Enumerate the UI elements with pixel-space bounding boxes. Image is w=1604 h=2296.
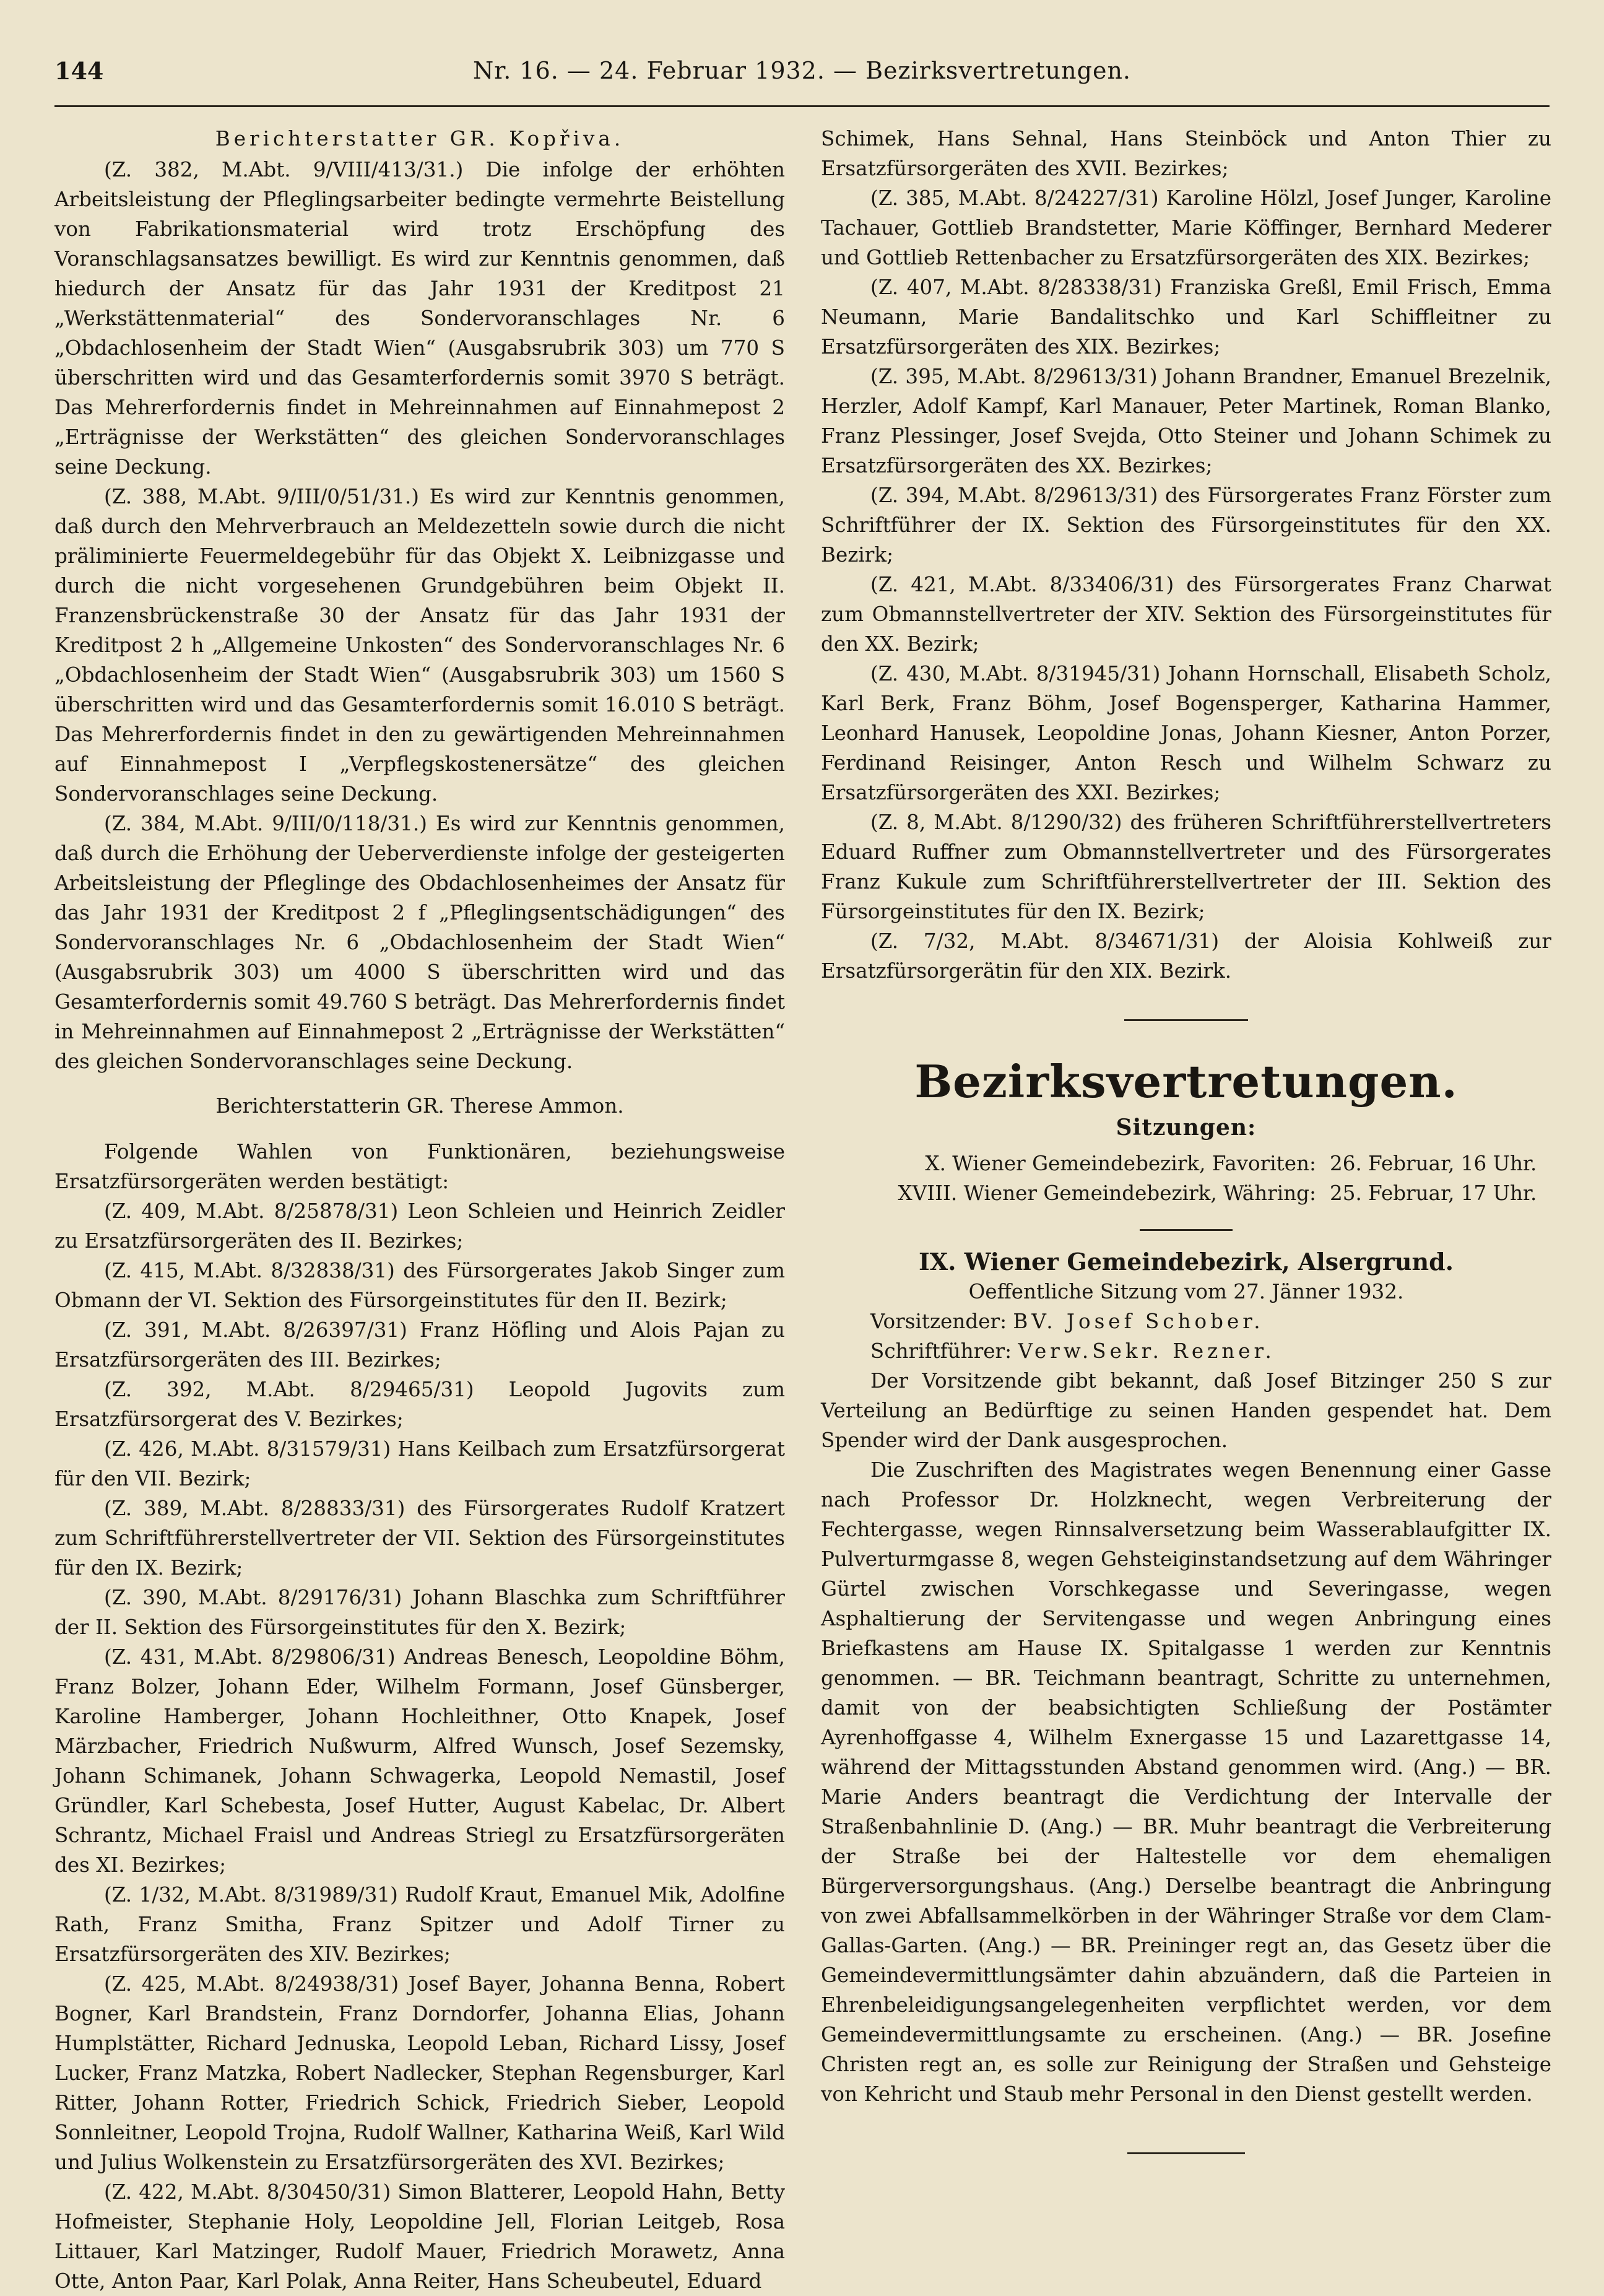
secretary-label: Schriftführer: xyxy=(870,1339,1012,1363)
chair-line xyxy=(821,1307,1551,1336)
paragraph: (Z. 388, M.Abt. 9/III/0/51/31.) Es wird zur Kenntnis genommen, daß durch den Mehrverbrauch an Meldezetteln sowie durch die nicht präliminierte Feuermeldegebühr für das Objekt X. Leibnizgasse und durch die nicht vorgesehenen Grundgebühren beim Objekt II. Franzensbrückenstraße 30 der Ansatz für das Jahr 1931 der Kreditpost 2 h „Allgemeine Unkosten“ des Sondervoranschlages Nr. 6 „Obdachlosenheim der Stadt Wien“ (Ausgabsrubrik 303) um 1560 S überschritten wird und das Gesamterfordernis somit 16.010 S beträgt. Das Mehrerfordernis findet in den zu gewärtigenden Mehreinnahmen auf Einnahmepost I „Verpflegskostenersätze“ des gleichen Sondervoranschlages seine Deckung. xyxy=(54,485,785,806)
page-header xyxy=(54,57,1550,94)
list-item: (Z. 431, M.Abt. 8/29806/31) Andreas Benesch, Leopoldine Böhm, Franz Bolzer, Johann Eder, Wilhelm Formann, Josef Günsberger, Karoline Hamberger, Johann Hochleithner, Otto Knapek, Josef Märzbacher, Friedrich Nußwurm, Alfred Wunsch, Josef Sezemsky, Johann Schimanek, Johann Schwagerka, Leopold Nemastil, Josef Gründler, Karl Schebesta, Josef Hutter, August Kabelac, Dr. Albert Schrantz, Michael Fraisl und Andreas Striegl zu Ersatzfürsorgeräten des XI. Bezirkes; xyxy=(54,1645,785,1877)
session-row xyxy=(821,1149,1551,1178)
session-row xyxy=(821,1178,1551,1208)
list-item: (Z. 394, M.Abt. 8/29613/31) des Fürsorgerates Franz Förster zum Schriftführer der IX. Sektion des Fürsorgeinstitutes für den XX. Bezirk; xyxy=(821,484,1551,567)
list-item: (Z. 409, M.Abt. 8/25878/31) Leon Schleien und Heinrich Zeidler zu Ersatzfürsorgeräten des II. Bezirkes; xyxy=(54,1199,785,1253)
session-district: XVIII. Wiener Gemeindebezirk, Währing: xyxy=(898,1181,1316,1205)
list-item: (Z. 421, M.Abt. 8/33406/31) des Fürsorgerates Franz Charwat zum Obmannstellvertreter der XIV. Sektion des Fürsorgeinstitutes für den XX. Bezirk; xyxy=(821,573,1551,656)
section-title: Bezirksvertretungen. xyxy=(914,1055,1458,1108)
list-item: (Z. 389, M.Abt. 8/28833/31) des Fürsorgerates Rudolf Kratzert zum Schriftführerstellvertreter der VII. Sektion des Fürsorgeinstitutes für den IX. Bezirk; xyxy=(54,1497,785,1580)
spacer xyxy=(54,1076,785,1091)
paragraph: (Z. 382, M.Abt. 9/VIII/413/31.) Die infolge der erhöhten Arbeitsleistung der Pfleglingsarbeiter bedingte vermehrte Beistellung von Fabrikationsmaterial wird trotz Erschöpfung des Voranschlagsansatzes bewilligt. Es wird zur Kenntnis genommen, daß hiedurch der Ansatz für das Jahr 1931 der Kreditpost 21 „Werkstättenmaterial“ des Sondervoranschlages Nr. 6 „Obdachlosenheim der Stadt Wien“ (Ausgabsrubrik 303) um 770 S überschritten wird und das Gesamterfordernis somit 3970 S beträgt. Das Mehrerfordernis findet in Mehreinnahmen auf Einnahmepost 2 „Erträgnisse der Werkstätten“ des gleichen Sondervoranschlages seine Deckung. xyxy=(54,158,785,479)
spacer xyxy=(821,986,1551,1019)
spacer xyxy=(821,1021,1551,1051)
sessions-title: Sitzungen: xyxy=(1116,1115,1257,1141)
right-column xyxy=(821,124,1551,2154)
list-item: (Z. 1/32, M.Abt. 8/31989/31) Rudolf Kraut, Emanuel Mik, Adolfine Rath, Franz Smitha, Franz Spitzer und Adolf Tirner zu Ersatzfürsorgeräten des XIV. Bezirkes; xyxy=(54,1883,785,1966)
list-item: (Z. 426, M.Abt. 8/31579/31) Hans Keilbach zum Ersatzfürsorgerat für den VII. Bezirk; xyxy=(54,1437,785,1490)
reporter-heading-2: Berichterstatterin GR. Therese Ammon. xyxy=(215,1094,624,1118)
list-item: (Z. 385, M.Abt. 8/24227/31) Karoline Hölzl, Josef Junger, Karoline Tachauer, Gottlieb Brandstetter, Marie Köffinger, Bernhard Mederer und Gottlieb Rettenbacher zu Ersatzfürsorgeräten des XIX. Bezirkes; xyxy=(821,186,1551,269)
chair-name: BV. Josef Schober. xyxy=(1013,1310,1264,1333)
running-title: Nr. 16. — 24. Februar 1932. — Bezirksvertretungen. xyxy=(473,57,1131,84)
list-item: (Z. 390, M.Abt. 8/29176/31) Johann Blaschka zum Schriftführer der II. Sektion des Fürsorgeinstitutes für den X. Bezirk; xyxy=(54,1586,785,1639)
paragraph-continuation: Schimek, Hans Sehnal, Hans Steinböck und Anton Thier zu Ersatzfürsorgeräten des XVII. Bezirkes; xyxy=(821,127,1551,180)
list-item: (Z. 407, M.Abt. 8/28338/31) Franziska Greßl, Emil Frisch, Emma Neumann, Marie Bandalitschko und Karl Schiffleitner zu Ersatzfürsorgeräten des XIX. Bezirkes; xyxy=(821,276,1551,359)
end-divider xyxy=(1127,2152,1245,2154)
spacer xyxy=(54,1122,785,1137)
chair-label: Vorsitzender: xyxy=(870,1310,1007,1333)
paragraph: Die Zuschriften des Magistrates wegen Benennung einer Gasse nach Professor Dr. Holzknecht, wegen Verbreiterung der Fechtergasse, wegen Rinnsalversetzung beim Wasserablaufgitter IX. Pulverturmgasse 8, wegen Gehsteiginstandsetzung auf dem Währinger Gürtel zwischen Vorschkegasse und Severingasse, wegen Asphaltierung der Servitengasse und wegen Anbringung eines Briefkastens am Hause IX. Spitalgasse 1 werden zur Kenntnis genommen. — BR. Teichmann beantragt, Schritte zu unternehmen, damit von der beabsichtigten Schließung der Postämter Ayrenhoffgasse 4, Wilhelm Exnergasse 15 und Lazarettgasse 14, während der Mittagsstunden Abstand genommen wird. (Ang.) — BR. Marie Anders beantragt die Verdichtung der Intervalle der Straßenbahnlinie D. (Ang.) — BR. Muhr beantragt die Verbreiterung der Straße bei der Haltestelle vor dem ehemaligen Bürgerversorgungshaus. (Ang.) Derselbe beantragt die Anbringung von zwei Abfallsammelkörben in der Währinger Straße vor dem Clam-Gallas-Garten. (Ang.) — BR. Preininger regt an, das Gesetz über die Gemeindevermittlungsämter dahin abzuändern, daß die Parteien in Ehrenbeleidigungsangelegenheiten verpflichtet werden, vor dem Gemeindevermittlungsamte zu erscheinen. (Ang.) — BR. Josefine Christen regt an, es solle zur Reinigung der Straßen und Gehsteige von Kehricht und Staub mehr Personal in den Dienst gestellt werden. xyxy=(821,1458,1551,2106)
paragraph: Der Vorsitzende gibt bekannt, daß Josef Bitzinger 250 S zur Verteilung an Bedürftige zu seinen Handen gespendet hat. Dem Spender wird der Dank ausgesprochen. xyxy=(821,1369,1551,1452)
list-item: (Z. 415, M.Abt. 8/32838/31) des Fürsorgerates Jakob Singer zum Obmann der VI. Sektion des Fürsorgeinstitutes für den II. Bezirk; xyxy=(54,1259,785,1312)
list-item: (Z. 422, M.Abt. 8/30450/31) Simon Blatterer, Leopold Hahn, Betty Hofmeister, Stephanie Holy, Leopoldine Jell, Florian Leitgeb, Rosa Littauer, Karl Matzinger, Rudolf Mauer, Friedrich Morawetz, Anna Otte, Anton Paar, Karl Polak, Anna Reiter, Hans Scheubeutel, Eduard xyxy=(54,2180,785,2293)
reporter-heading-1: Berichterstatter GR. Kopřiva. xyxy=(215,127,625,150)
secretary-name: Verw.Sekr. Rezner. xyxy=(1018,1339,1275,1363)
district-title: IX. Wiener Gemeindebezirk, Alsergrund. xyxy=(919,1248,1454,1276)
spacer xyxy=(821,1142,1551,1149)
spacer xyxy=(821,1231,1551,1247)
public-session-date: Oeffentliche Sitzung vom 27. Jänner 1932. xyxy=(968,1280,1404,1303)
list-item: (Z. 395, M.Abt. 8/29613/31) Johann Brandner, Emanuel Brezelnik, Herzler, Adolf Kampf, Karl Manauer, Peter Martinek, Roman Blanko, Franz Plessinger, Josef Svejda, Otto Steiner und Johann Schimek zu Ersatzfürsorgeräten des XX. Bezirkes; xyxy=(821,365,1551,477)
page-number: 144 xyxy=(54,57,104,85)
session-date: 25. Februar, 17 Uhr. xyxy=(1330,1181,1537,1205)
spacer xyxy=(821,2109,1551,2152)
secretary-line xyxy=(821,1336,1551,1366)
session-date: 26. Februar, 16 Uhr. xyxy=(1330,1152,1537,1175)
list-item: (Z. 8, M.Abt. 8/1290/32) des früheren Schriftführerstellvertreters Eduard Ruffner zum Obmannstellvertreter und des Fürsorgerates Franz Kukule zum Schriftführerstellvertreter der III. Sektion des Fürsorgeinstitutes für den IX. Bezirk; xyxy=(821,811,1551,923)
session-district: X. Wiener Gemeindebezirk, Favoriten: xyxy=(925,1152,1316,1175)
left-column xyxy=(54,124,785,2296)
list-item: (Z. 425, M.Abt. 8/24938/31) Josef Bayer, Johanna Benna, Robert Bogner, Karl Brandstein, Franz Dorndorfer, Johanna Elias, Johann Humplstätter, Richard Jednuska, Leopold Leban, Richard Lissy, Josef Lucker, Franz Matzka, Robert Nadlecker, Stephan Regensburger, Karl Ritter, Johann Rotter, Friedrich Schick, Friedrich Sieber, Leopold Sonnleitner, Leopold Trojna, Rudolf Wallner, Katharina Weiß, Karl Wild und Julius Wolkenstein zu Ersatzfürsorgeräten des XVI. Bezirkes; xyxy=(54,1972,785,2174)
spacer xyxy=(821,1208,1551,1229)
list-item: (Z. 7/32, M.Abt. 8/34671/31) der Aloisia Kohlweiß zur Ersatzfürsorgerätin für den XIX. Bezirk. xyxy=(821,929,1551,983)
list-item: (Z. 430, M.Abt. 8/31945/31) Johann Hornschall, Elisabeth Scholz, Karl Berk, Franz Böhm, Josef Bogensperger, Katharina Hammer, Leonhard Hanusek, Leopoldine Jonas, Johann Kiesner, Anton Porzer, Ferdinand Reisinger, Anton Resch und Wilhelm Schwarz zu Ersatzfürsorgeräten des XXI. Bezirkes; xyxy=(821,662,1551,804)
header-rule xyxy=(54,105,1550,107)
paragraph-intro: Folgende Wahlen von Funktionären, beziehungsweise Ersatzfürsorgeräten werden bestätigt: xyxy=(54,1140,785,1193)
list-item: (Z. 392, M.Abt. 8/29465/31) Leopold Jugovits zum Ersatzfürsorgerat des V. Bezirkes; xyxy=(54,1378,785,1431)
list-item: (Z. 391, M.Abt. 8/26397/31) Franz Höfling und Alois Pajan zu Ersatzfürsorgeräten des III. Bezirkes; xyxy=(54,1318,785,1372)
paragraph: (Z. 384, M.Abt. 9/III/0/118/31.) Es wird zur Kenntnis genommen, daß durch die Erhöhung der Ueberverdienste infolge der gesteigerten Arbeitsleistung der Pfleglinge des Obdachlosenheimes der Ansatz für das Jahr 1931 der Kreditpost 2 f „Pfleglingsentschädigungen“ des Sondervoranschlages Nr. 6 „Obdachlosenheim der Stadt Wien“ (Ausgabsrubrik 303) um 4000 S überschritten wird und das Gesamterfordernis somit 49.760 S beträgt. Das Mehrerfordernis findet in Mehreinnahmen auf Einnahmepost 2 „Erträgnisse der Werkstätten“ des gleichen Sondervoranschlages seine Deckung. xyxy=(54,812,785,1073)
